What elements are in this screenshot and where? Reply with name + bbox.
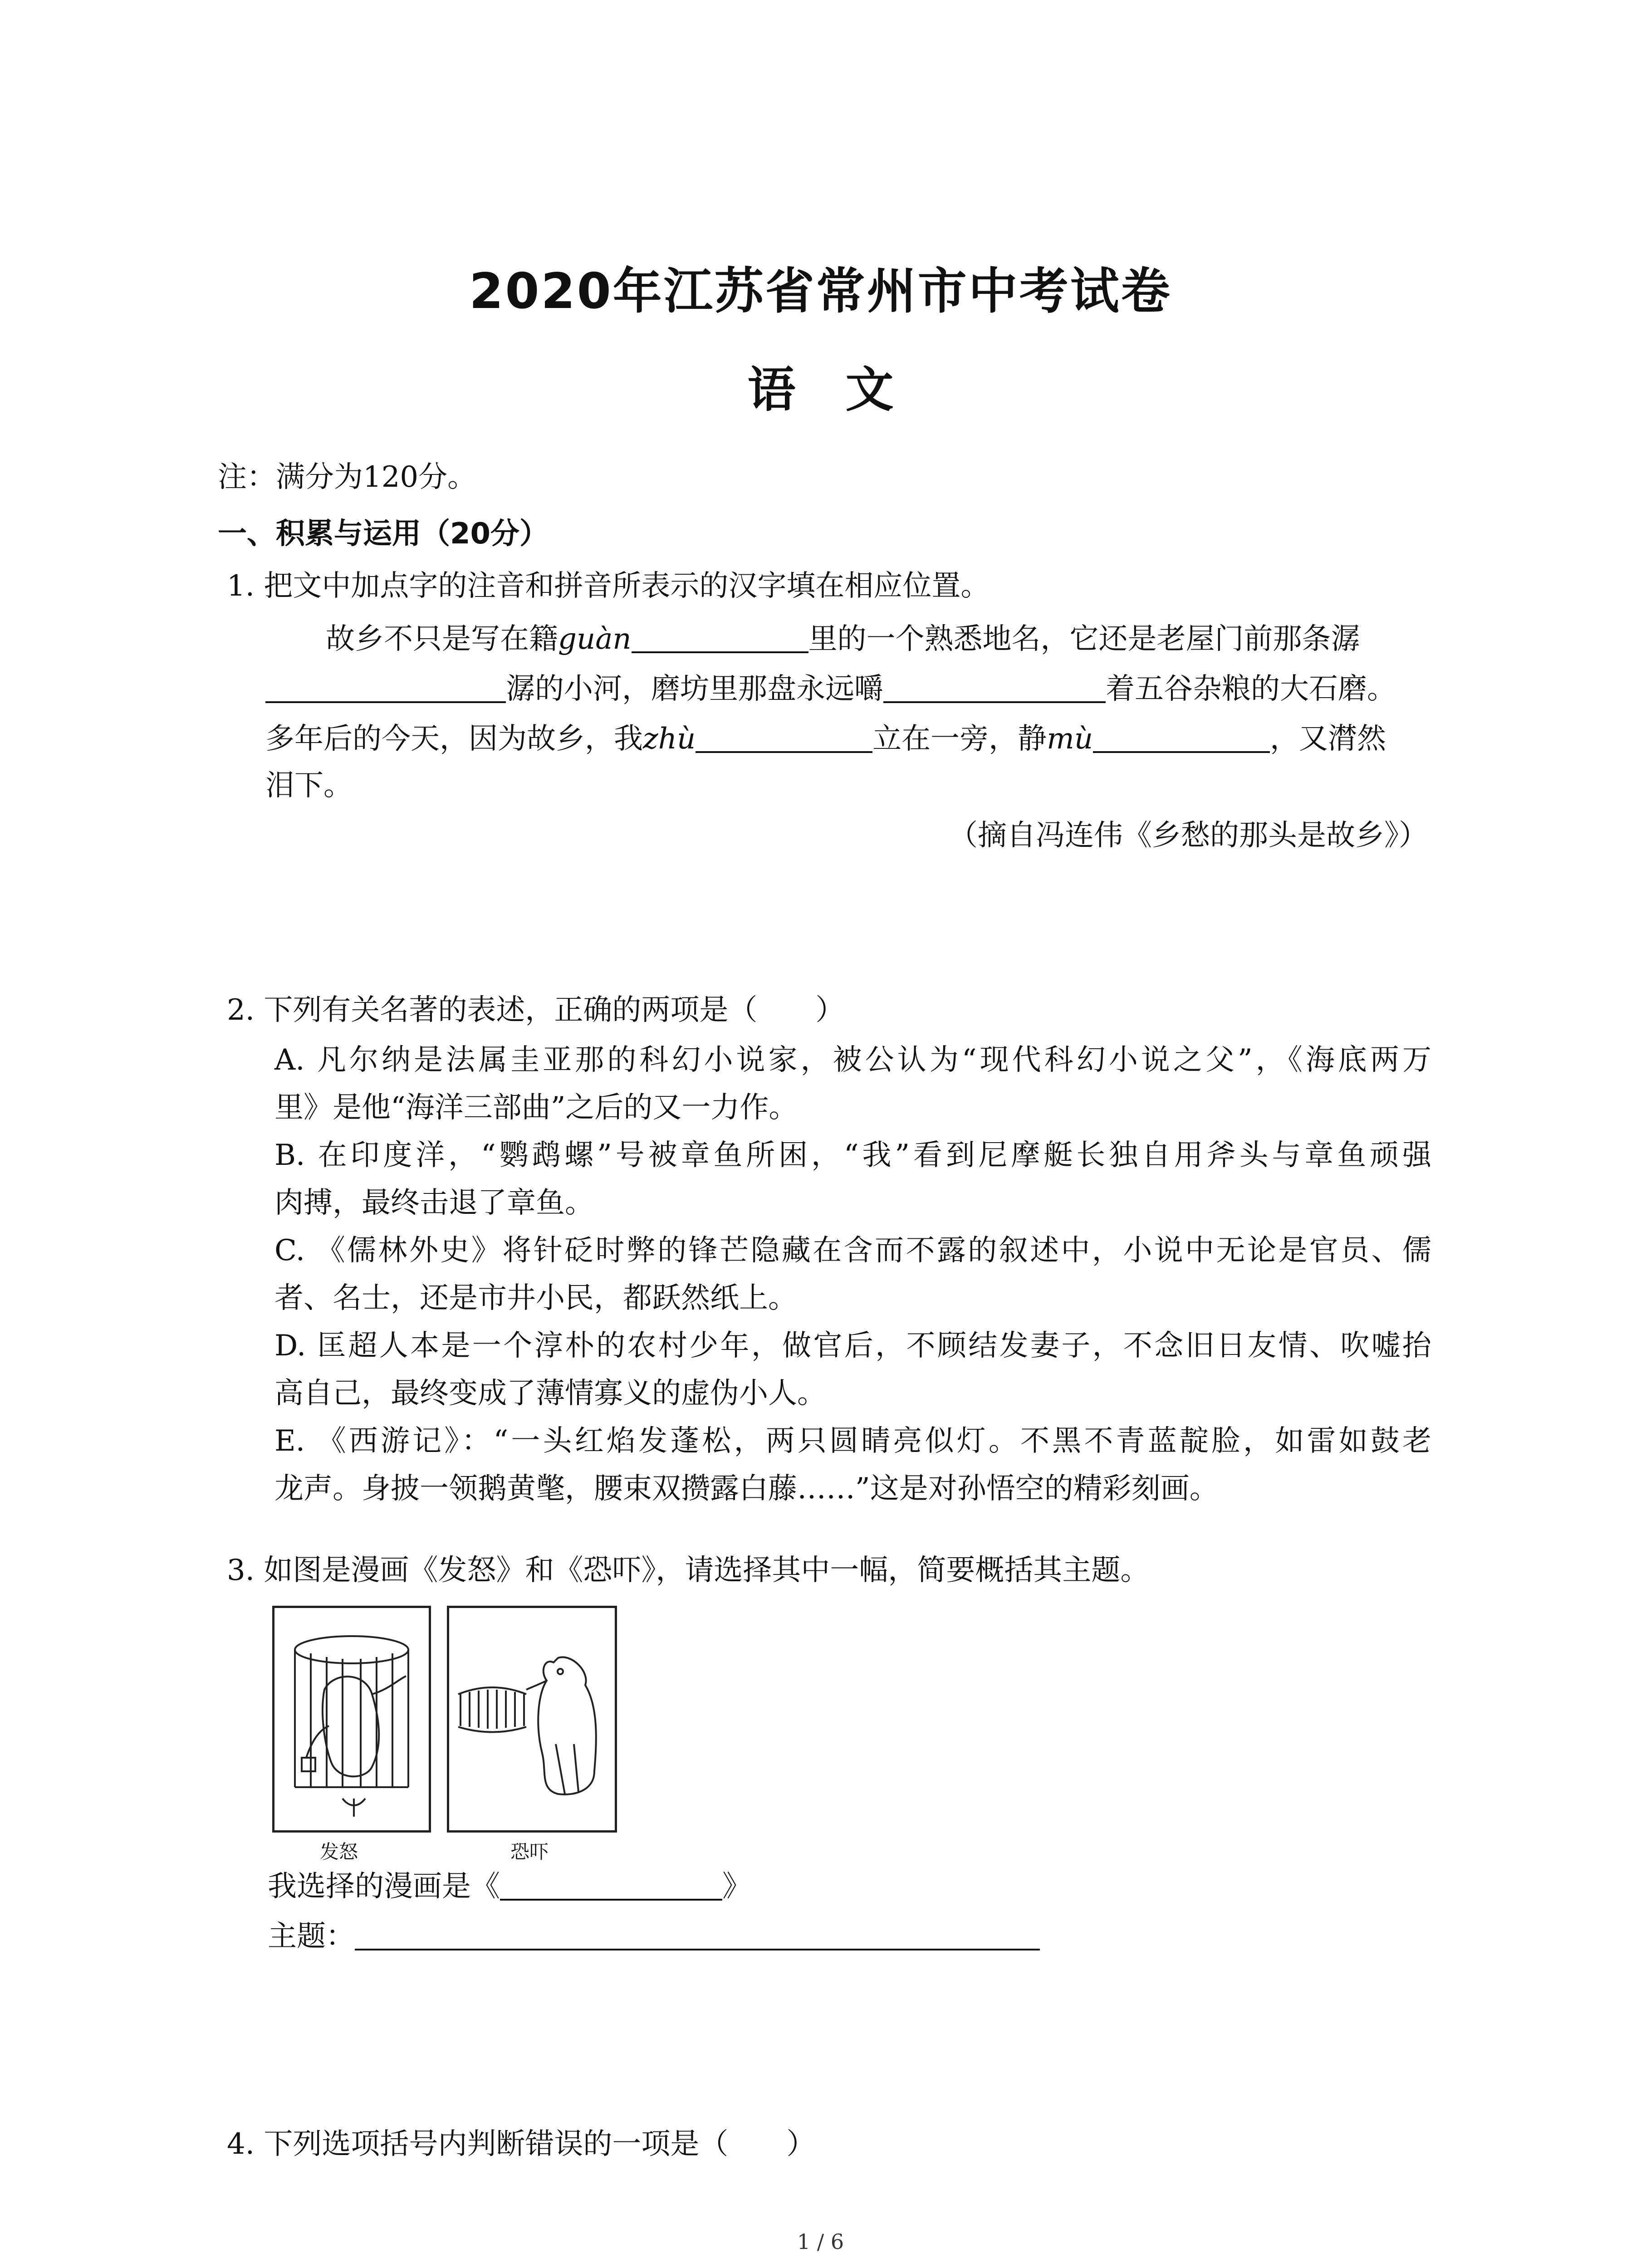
option-b-line-1: B. 在印度洋，“鹦鹉螺”号被章鱼所困，“我”看到尼摩艇长独自用斧头与章鱼顽强 xyxy=(274,1139,1431,1172)
q1-text: 着五谷杂粮的大石磨。 xyxy=(1106,672,1396,706)
option-d-line-1: D. 匡超人本是一个淳朴的农村少年，做官后，不顾结发妻子，不念旧日友情、吹嘘抬 xyxy=(274,1329,1431,1363)
question-4-stem: 4. 下列选项括号内判断错误的一项是（ ） xyxy=(227,2127,816,2161)
option-c-line-2: 者、名士，还是市井小民，都跃然纸上。 xyxy=(274,1281,797,1315)
option-e-line-2: 龙声。身披一领鹅黄氅，腰束双攒露白藤……”这是对孙悟空的精彩刻画。 xyxy=(274,1472,1219,1505)
cartoon-anger-caption: 发怒 xyxy=(320,1841,358,1863)
cartoon-intimidation-caption: 恐吓 xyxy=(510,1841,549,1863)
q1-line-2 xyxy=(265,671,1396,704)
q3-theme-line xyxy=(268,1919,1040,1951)
exam-title: 2020年江苏省常州市中考试卷 xyxy=(469,263,1172,320)
q1-text: 多年后的今天，因为故乡，我 xyxy=(265,722,643,756)
q1-text: 故乡不只是写在籍 xyxy=(326,622,558,656)
pinyin-mu: mù xyxy=(1047,722,1093,756)
question-1-stem: 1. 把文中加点字的注音和拼音所表示的汉字填在相应位置。 xyxy=(227,569,990,603)
answer-blank-5[interactable] xyxy=(1093,721,1270,753)
answer-blank-4[interactable] xyxy=(696,721,872,753)
section-heading: 一、积累与运用（20分） xyxy=(218,517,549,551)
q1-source: （摘自冯连伟《乡愁的那头是故乡》） xyxy=(949,819,1428,852)
q1-line-4: 泪下。 xyxy=(265,769,353,802)
option-c-line-1: C. 《儒林外史》将针砭时弊的锋芒隐藏在含而不露的叙述中，小说中无论是官员、儒 xyxy=(274,1234,1431,1267)
cartoon-anger-drawing xyxy=(274,1608,429,1830)
q3-choice-label: 我选择的漫画是《 xyxy=(268,1870,500,1903)
option-a-line-1: A. 凡尔纳是法属圭亚那的科幻小说家，被公认为“现代科幻小说之父”，《海底两万 xyxy=(274,1043,1431,1077)
answer-blank-2[interactable] xyxy=(265,671,506,703)
option-e-line-1: E. 《西游记》：“一头红焰发蓬松，两只圆睛亮似灯。不黑不青蓝靛脸，如雷如鼓老 xyxy=(274,1424,1431,1458)
answer-blank-3[interactable] xyxy=(883,671,1106,703)
question-2-stem: 2. 下列有关名著的表述，正确的两项是（ ） xyxy=(227,993,845,1027)
pinyin-guan: guàn xyxy=(558,622,632,656)
q3-choice-close: 》 xyxy=(722,1870,751,1903)
cartoon-anger xyxy=(272,1606,431,1833)
pinyin-zhu: zhù xyxy=(643,722,696,756)
theme-answer-blank[interactable] xyxy=(355,1919,1040,1950)
option-d-line-2: 高自己，最终变成了薄情寡义的虚伪小人。 xyxy=(274,1377,826,1410)
cartoon-intimidation-drawing xyxy=(449,1608,615,1830)
option-a-line-2: 里》是他“海洋三部曲”之后的又一力作。 xyxy=(274,1091,798,1124)
q1-line-1 xyxy=(326,621,1360,654)
answer-blank-1[interactable] xyxy=(632,621,808,653)
q3-choice-line xyxy=(268,1869,751,1901)
question-3-stem: 3. 如图是漫画《发怒》和《恐吓》，请选择其中一幅，简要概括其主题。 xyxy=(227,1554,1150,1587)
q1-text: 潺的小河，磨坊里那盘永远嚼 xyxy=(506,672,883,706)
page-number: 1 / 6 xyxy=(797,2229,844,2254)
cartoon-choice-blank[interactable] xyxy=(500,1869,722,1901)
q3-theme-label: 主题： xyxy=(268,1920,355,1953)
score-note: 注：满分为120分。 xyxy=(218,460,477,494)
q1-text: 立在一旁，静 xyxy=(872,722,1047,756)
q1-text: ，又潸然 xyxy=(1270,722,1386,756)
cartoon-intimidation xyxy=(447,1606,617,1833)
subject-title: 语文 xyxy=(747,362,944,418)
q1-text: 里的一个熟悉地名，它还是老屋门前那条潺 xyxy=(808,622,1360,656)
option-b-line-2: 肉搏，最终击退了章鱼。 xyxy=(274,1186,594,1220)
q1-line-3 xyxy=(265,721,1386,756)
